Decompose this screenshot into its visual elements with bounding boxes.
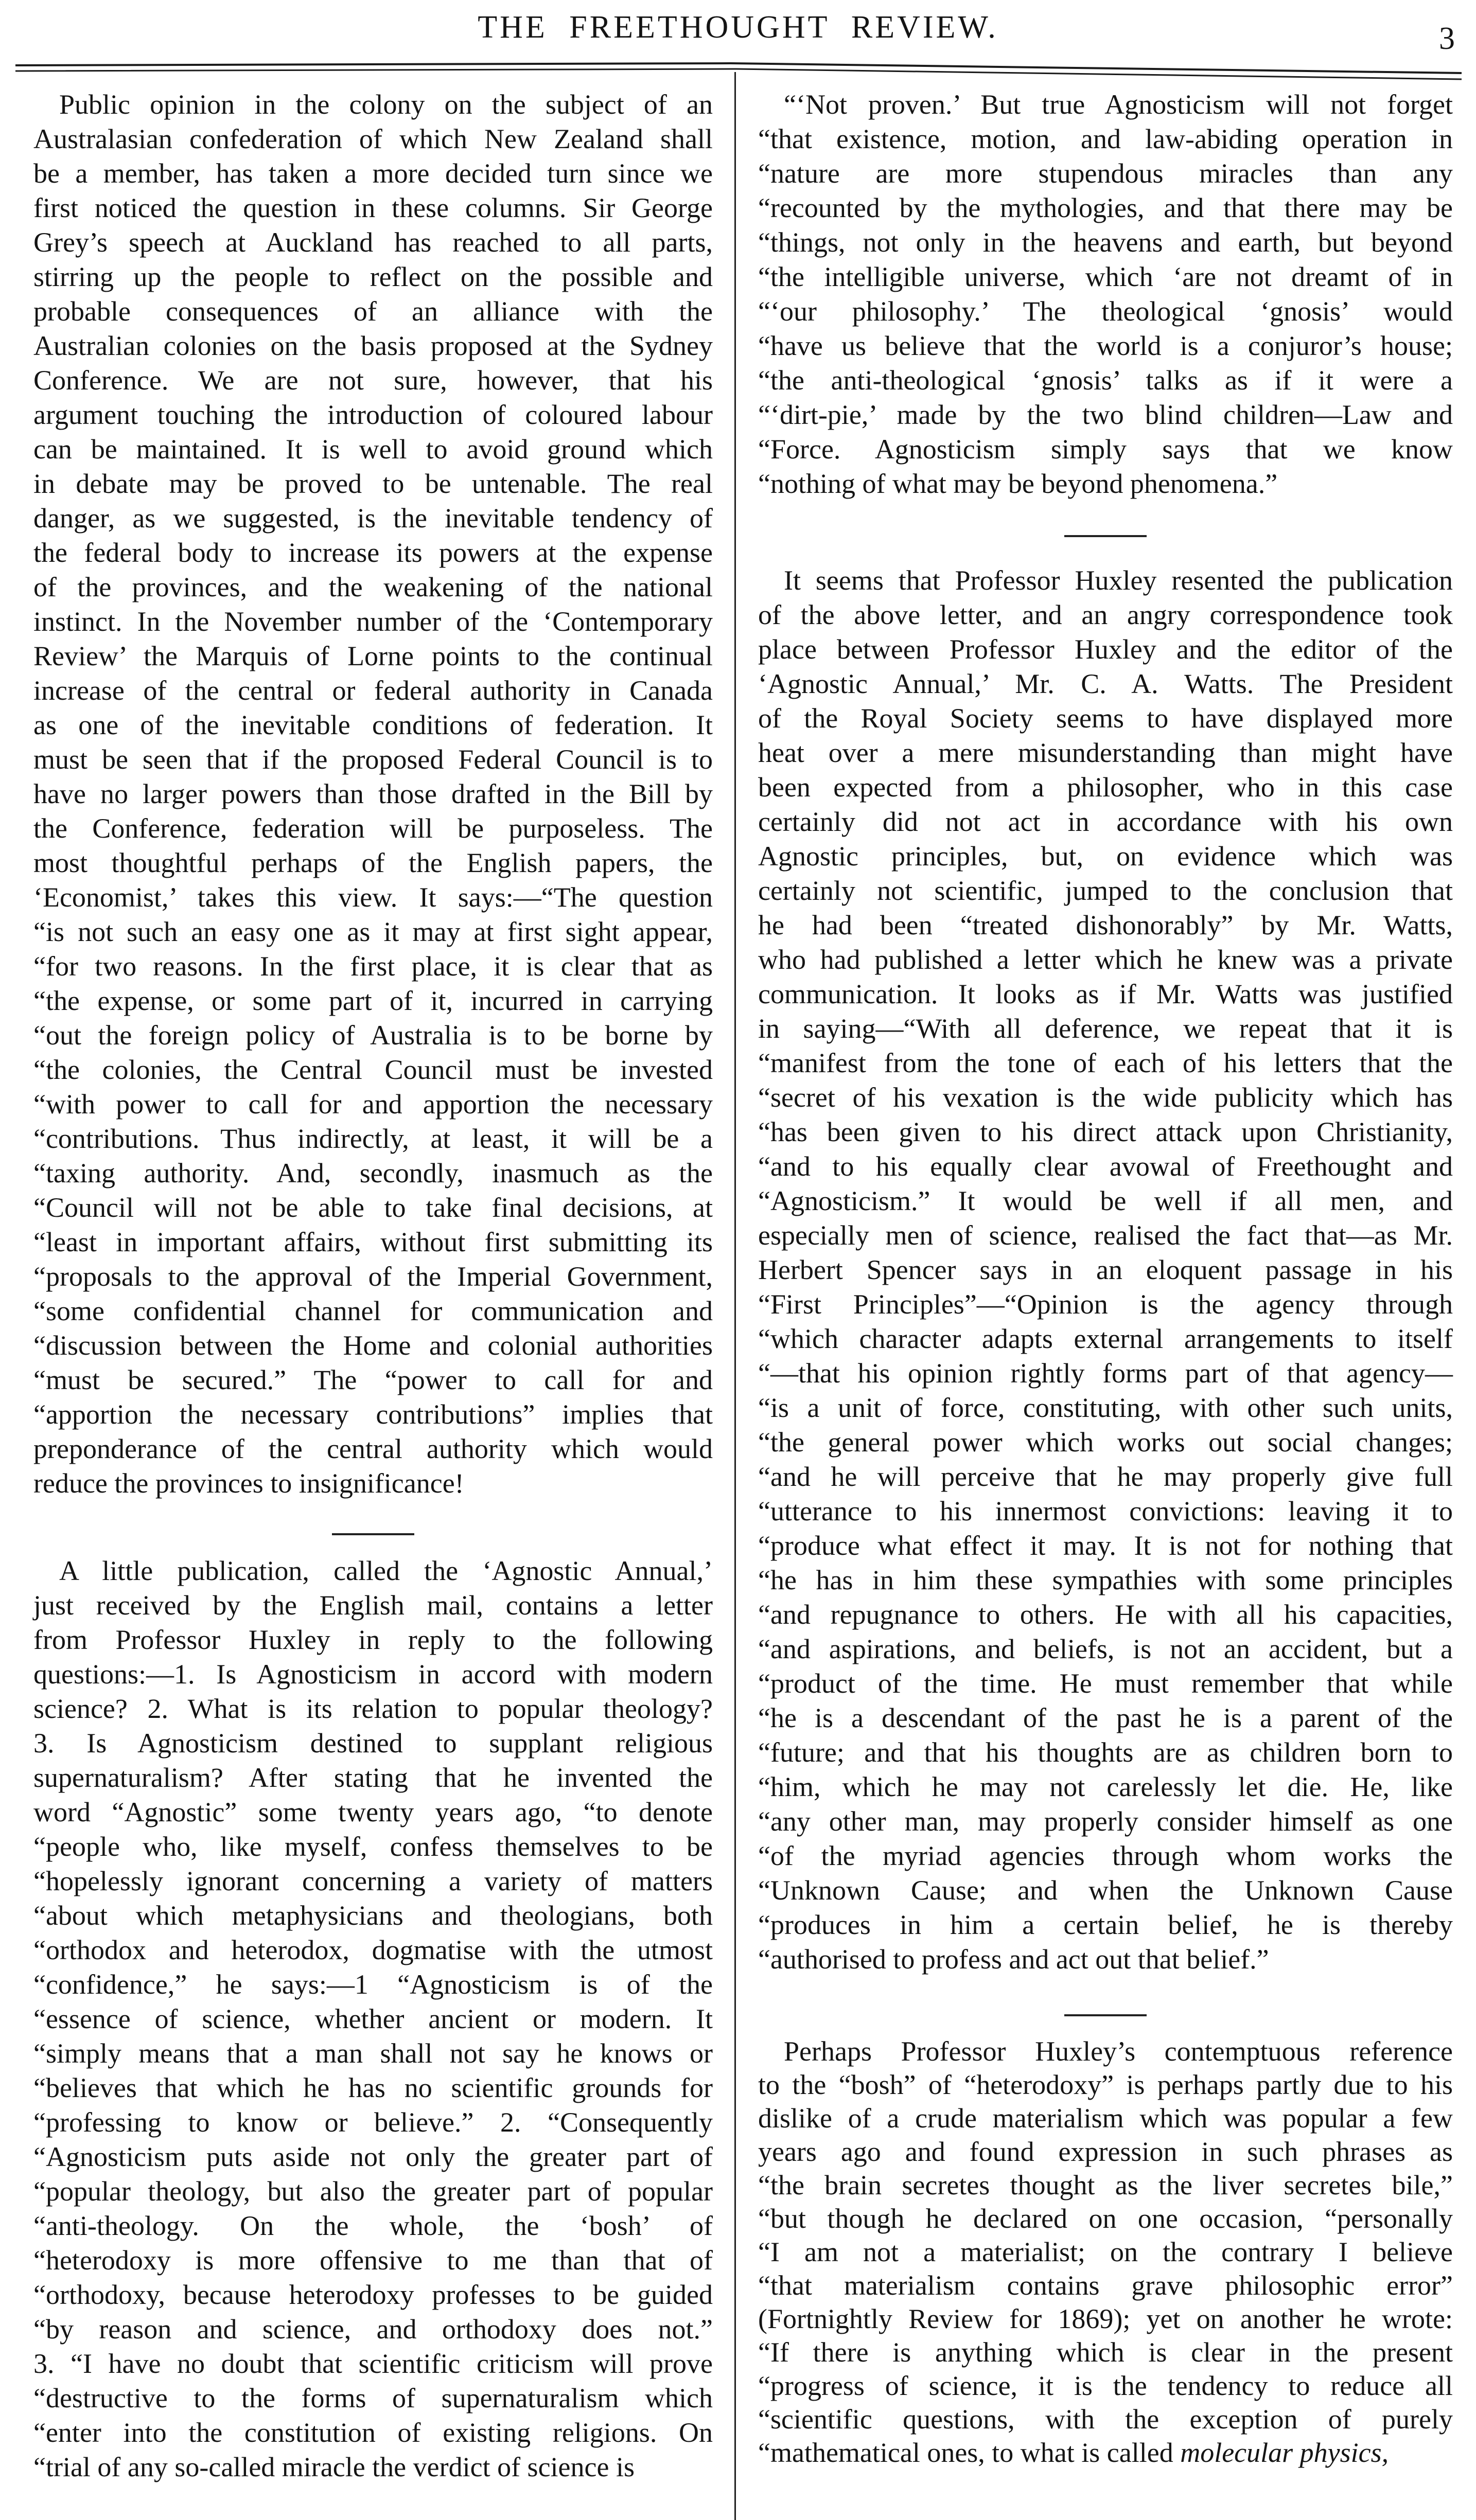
text-line: to the “bosh” of “heterodoxy” is perhaps partly due to his <box>758 2069 1453 2100</box>
text-line: “Agnosticism puts aside not only the greater part of <box>33 2141 713 2172</box>
text-line: “have us believe that the world is a conjuror’s house; <box>758 330 1453 361</box>
text-line: Grey’s speech at Auckland has reached to all parts, <box>33 227 713 258</box>
text-line: “and he will perceive that he may properly give full <box>758 1461 1453 1492</box>
article-huxley-letter-continued <box>758 87 1453 501</box>
text-line: “is not such an easy one as it may at first sight appear, <box>33 916 713 947</box>
text-line: “him, which he may not carelessly let die. He, like <box>758 1771 1453 1802</box>
text-line: just received by the English mail, contains a letter <box>33 1590 713 1621</box>
text-line: been expected from a philosopher, who in this case <box>758 772 1453 803</box>
text-line: “the brain secretes thought as the liver secretes bile,” <box>758 2170 1453 2200</box>
masthead-double-rule <box>0 57 1476 87</box>
text-line: “the expense, or some part of it, incurred in carrying <box>33 985 713 1016</box>
text-line: “produces in him a certain belief, he is thereby <box>758 1909 1453 1940</box>
text-line: certainly did not act in accordance with his own <box>758 806 1453 837</box>
text-line: most thoughtful perhaps of the English papers, the <box>33 847 713 878</box>
text-line: of the Royal Society seems to have displayed more <box>758 703 1453 734</box>
text-line: supernaturalism? After stating that he invented the <box>33 1762 713 1793</box>
text-line: “and aspirations, and beliefs, is not an accident, but a <box>758 1634 1453 1664</box>
text-line: who had published a letter which he knew was a private <box>758 944 1453 975</box>
text-line: “that materialism contains grave philosophic error” <box>758 2270 1453 2301</box>
text-line: “the anti-theological ‘gnosis’ talks as if it were a <box>758 365 1453 396</box>
text-line: “orthodox and heterodox, dogmatise with the utmost <box>33 1935 713 1965</box>
text-line: “with power to call for and apportion the necessary <box>33 1089 713 1120</box>
text-line: “about which metaphysicians and theologians, both <box>33 1900 713 1931</box>
text-line: “he has in him these sympathies with some principles <box>758 1565 1453 1595</box>
text-line: “taxing authority. And, secondly, inasmuch as the <box>33 1158 713 1188</box>
text-line: “produce what effect it may. It is not for nothing that <box>758 1530 1453 1561</box>
text-line: questions:—1. Is Agnosticism in accord with modern <box>33 1659 713 1690</box>
text-line: “‘Not proven.’ But true Agnosticism will not forget <box>784 89 1453 120</box>
text-line: can be maintained. It is well to avoid ground which <box>33 434 713 465</box>
text-line: preponderance of the central authority which would <box>33 1433 713 1464</box>
text-line: “is a unit of force, constituting, with other such units, <box>758 1392 1453 1423</box>
text-line: “contributions. Thus indirectly, at least, it will be a <box>33 1123 713 1154</box>
text-line: “and to his equally clear avowal of Freethought and <box>758 1151 1453 1182</box>
text-line: Public opinion in the colony on the subject of an <box>59 89 713 120</box>
text-line: “If there is anything which is clear in the present <box>758 2337 1453 2368</box>
text-line: “destructive to the forms of supernaturalism which <box>33 2383 713 2413</box>
page-number: 3 <box>1439 21 1455 56</box>
text-line: “‘dirt-pie,’ made by the two blind children—Law and <box>758 399 1453 430</box>
italic-text-run: molecular physics, <box>1180 2437 1389 2468</box>
text-line: “out the foreign policy of Australia is to be borne by <box>33 1020 713 1051</box>
text-line: as one of the inevitable conditions of federation. It <box>33 709 713 740</box>
text-line: place between Professor Huxley and the editor of the <box>758 634 1453 665</box>
text-line: “by reason and science, and orthodoxy does not.” <box>33 2314 713 2345</box>
masthead-title: THE FREETHOUGHT REVIEW. <box>478 10 998 45</box>
section-divider <box>332 1533 414 1535</box>
text-line: first noticed the question in these columns. Sir George <box>33 192 713 223</box>
text-line: “things, not only in the heavens and earth, but beyond <box>758 227 1453 258</box>
text-line: “future; and that his thoughts are as children born to <box>758 1737 1453 1768</box>
text-line: danger, as we suggested, is the inevitable tendency of <box>33 503 713 534</box>
text-line: “has been given to his direct attack upon Christianity, <box>758 1116 1453 1147</box>
text-line: reduce the provinces to insignificance! <box>33 1468 464 1499</box>
text-line: dislike of a crude materialism which was popular a few <box>758 2103 1453 2134</box>
text-line: “I am not a materialist; on the contrary I believe <box>758 2237 1453 2267</box>
text-line: “the colonies, the Central Council must be invested <box>33 1054 713 1085</box>
text-line: “—that his opinion rightly forms part of that agency— <box>758 1358 1453 1389</box>
article-agnostic-annual <box>33 1554 713 2484</box>
text-line: increase of the central or federal authority in Canada <box>33 675 713 706</box>
text-line: “and repugnance to others. He with all his capacities, <box>758 1599 1453 1630</box>
text-line: Review’ the Marquis of Lorne points to the continual <box>33 641 713 671</box>
text-line: “people who, like myself, confess themselves to be <box>33 1831 713 1862</box>
text-line: “simply means that a man shall not say he knows or <box>33 2038 713 2069</box>
text-line: It seems that Professor Huxley resented the publication <box>784 565 1453 596</box>
text-line: “orthodoxy, because heterodoxy professes to be guided <box>33 2279 713 2310</box>
text-run: “mathematical ones, to what is called <box>758 2437 1181 2468</box>
text-line: “Council will not be able to take final decisions, at <box>33 1192 713 1223</box>
text-line: science? 2. What is its relation to popular theology? <box>33 1693 713 1724</box>
text-line: the Conference, federation will be purposeless. The <box>33 813 713 844</box>
text-line: especially men of science, realised the fact that—as Mr. <box>758 1220 1453 1251</box>
text-line: “trial of any so-called miracle the verdict of science is <box>33 2452 635 2482</box>
text-line: 3. “I have no doubt that scientific criticism will prove <box>33 2348 713 2379</box>
text-line: Herbert Spencer says in an eloquent passage in his <box>758 1254 1453 1285</box>
text-line: Australasian confederation of which New Zealand shall <box>33 123 713 154</box>
text-line: of the provinces, and the weakening of the national <box>33 572 713 602</box>
text-line: “believes that which he has no scientific grounds for <box>33 2072 713 2103</box>
text-line: “which character adapts external arrangements to itself <box>758 1323 1453 1354</box>
text-line: must be seen that if the proposed Federal Council is to <box>33 744 713 775</box>
text-line: “‘our philosophy.’ The theological ‘gnosis’ would <box>758 296 1453 327</box>
text-line: “he is a descendant of the past he is a parent of the <box>758 1702 1453 1733</box>
text-line: communication. It looks as if Mr. Watts was justified <box>758 979 1453 1009</box>
text-line: 3. Is Agnosticism destined to supplant religious <box>33 1728 713 1759</box>
text-line: “progress of science, it is the tendency to reduce all <box>758 2370 1453 2401</box>
text-line: certainly not scientific, jumped to the conclusion that <box>758 875 1453 906</box>
text-line: “confidence,” he says:—1 “Agnosticism is of the <box>33 1969 713 2000</box>
article-materialism <box>758 2035 1453 2470</box>
text-line: “some confidential channel for communication and <box>33 1296 713 1326</box>
text-line: heat over a mere misunderstanding than might have <box>758 737 1453 768</box>
text-line: in debate may be proved to be untenable. The real <box>33 468 713 499</box>
text-line: “authorised to profess and act out that belief.” <box>758 1944 1269 1975</box>
text-line: “must be secured.” The “power to call for and <box>33 1364 713 1395</box>
text-line: “of the myriad agencies through whom works the <box>758 1840 1453 1871</box>
text-line: “proposals to the approval of the Imperial Government, <box>33 1261 713 1292</box>
article-federation <box>33 87 713 1501</box>
text-line: ‘Agnostic Annual,’ Mr. C. A. Watts. The President <box>758 668 1453 699</box>
text-line: “enter into the constitution of existing religions. On <box>33 2417 713 2448</box>
text-line: be a member, has taken a more decided turn since we <box>33 158 713 189</box>
text-line: “nothing of what may be beyond phenomena.” <box>758 468 1278 499</box>
text-line: argument touching the introduction of coloured labour <box>33 399 713 430</box>
text-line: A little publication, called the ‘Agnostic Annual,’ <box>59 1555 713 1586</box>
text-line: the federal body to increase its powers at the expense <box>33 537 713 568</box>
text-line: years ago and found expression in such phrases as <box>758 2136 1453 2167</box>
text-line: “professing to know or believe.” 2. “Consequently <box>33 2107 713 2138</box>
text-line: “Agnosticism.” It would be well if all men, and <box>758 1185 1453 1216</box>
text-line: “the intelligible universe, which ‘are not dreamt of in <box>758 261 1453 292</box>
text-line: “least in important affairs, without first submitting its <box>33 1227 713 1257</box>
text-line: “hopelessly ignorant concerning a variety of matters <box>33 1866 713 1896</box>
text-line: from Professor Huxley in reply to the following <box>33 1624 713 1655</box>
text-line: word “Agnostic” some twenty years ago, “to denote <box>33 1797 713 1827</box>
text-line: Australian colonies on the basis proposed at the Sydney <box>33 330 713 361</box>
text-line: have no larger powers than those drafted in the Bill by <box>33 778 713 809</box>
text-line: “nature are more stupendous miracles than any <box>758 158 1453 189</box>
text-line: “discussion between the Home and colonial authorities <box>33 1330 713 1361</box>
text-line: “Unknown Cause; and when the Unknown Cause <box>758 1875 1453 1906</box>
section-divider <box>1064 2014 1147 2016</box>
text-line: stirring up the people to reflect on the possible and <box>33 261 713 292</box>
text-line: “scientific questions, with the exception of purely <box>758 2404 1453 2435</box>
text-line: “but though he declared on one occasion, “personally <box>758 2203 1453 2234</box>
text-line: “anti-theology. On the whole, the ‘bosh’ of <box>33 2210 713 2241</box>
text-line: of the above letter, and an angry correspondence took <box>758 599 1453 630</box>
text-line: “any other man, may properly consider himself as one <box>758 1806 1453 1837</box>
article-huxley-correspondence <box>758 563 1453 1977</box>
text-line: “utterance to his innermost convictions: leaving it to <box>758 1496 1453 1527</box>
text-line: ‘Economist,’ takes this view. It says:—“The question <box>33 882 713 913</box>
text-line: he had been “treated dishonorably” by Mr. Watts, <box>758 910 1453 940</box>
text-line: probable consequences of an alliance with the <box>33 296 713 327</box>
text-line <box>758 2436 1453 2470</box>
text-line: “heterodoxy is more offensive to me than that of <box>33 2245 713 2276</box>
text-line: Agnostic principles, but, on evidence which was <box>758 841 1453 872</box>
text-line: (Fortnightly Review for 1869); yet on another he wrote: <box>758 2303 1453 2334</box>
text-line: Conference. We are not sure, however, that his <box>33 365 713 396</box>
text-line: “for two reasons. In the first place, it is clear that as <box>33 951 713 982</box>
text-line: instinct. In the November number of the ‘Contemporary <box>33 606 713 637</box>
text-line: “apportion the necessary contributions” implies that <box>33 1399 713 1430</box>
text-line: “manifest from the tone of each of his letters that the <box>758 1048 1453 1078</box>
text-line: “secret of his vexation is the wide publicity which has <box>758 1082 1453 1113</box>
text-line: Perhaps Professor Huxley’s contemptuous reference <box>784 2036 1453 2067</box>
text-line: “the general power which works out social changes; <box>758 1427 1453 1458</box>
text-line: “product of the time. He must remember that while <box>758 1668 1453 1699</box>
text-line: “Force. Agnosticism simply says that we know <box>758 434 1453 465</box>
column-rule <box>734 72 736 2520</box>
text-line: “essence of science, whether ancient or modern. It <box>33 2003 713 2034</box>
text-line: “popular theology, but also the greater part of popular <box>33 2176 713 2207</box>
text-line: “recounted by the mythologies, and that there may be <box>758 192 1453 223</box>
text-line: “that existence, motion, and law-abiding operation in <box>758 123 1453 154</box>
text-line: in saying—“With all deference, we repeat that it is <box>758 1013 1453 1044</box>
text-line: “First Principles”—“Opinion is the agency through <box>758 1289 1453 1320</box>
section-divider <box>1064 535 1147 537</box>
